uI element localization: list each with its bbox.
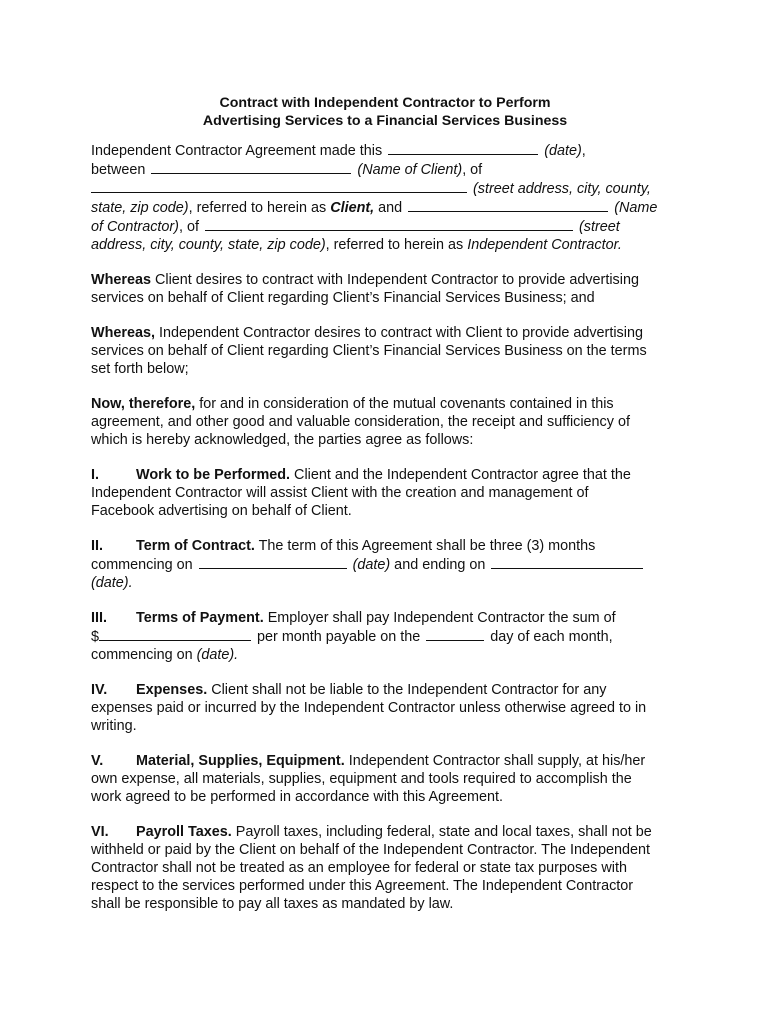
section-term-of-contract [91, 537, 691, 592]
pay-day-blank[interactable] [426, 627, 484, 641]
section-number: IV. [91, 682, 108, 698]
start-date-hint: (date) [352, 557, 391, 573]
whereas-paragraph-1 [91, 271, 691, 307]
section-6-line-2: withheld or paid by the Client on behalf of the Independent Contractor. The Independent [91, 842, 650, 858]
section-heading: Work to be Performed. [136, 467, 291, 483]
contractor-address-hint-cont: address, city, county, state, zip code) [91, 237, 326, 253]
section-4-line-3: writing. [91, 718, 137, 734]
client-address-blank[interactable] [91, 179, 467, 193]
of-text-2: , of [178, 219, 199, 235]
whereas-paragraph-2 [91, 324, 691, 378]
document-title [0, 94, 770, 130]
section-payroll-taxes [91, 823, 691, 913]
section-6-line-3: Contractor shall not be treated as an employee for federal or state tax purposes with [91, 860, 627, 876]
section-material-supplies-equipment [91, 752, 691, 806]
dollar-sign: $ [91, 629, 100, 645]
section-2-line-1: The term of this Agreement shall be three (3) months [254, 538, 596, 554]
section-number: VI. [91, 824, 109, 840]
section-terms-of-payment [91, 609, 691, 664]
section-6-line-5: shall be responsible to pay all taxes as mandated by law. [91, 896, 454, 912]
referred-text: , referred to herein as [188, 200, 327, 216]
now-line-2: agreement, and other good and valuable consideration, the receipt and sufficiency of [91, 414, 630, 430]
contractor-term: Independent Contractor. [467, 237, 622, 253]
section-6-line-4: respect to the services performed under this Agreement. The Independent Contractor [91, 878, 634, 894]
client-term: Client, [330, 200, 375, 216]
contractor-address-blank[interactable] [205, 217, 573, 231]
section-5-line-3: work agreed to be performed in accordance with this Agreement. [91, 789, 503, 805]
payment-date-hint: (date). [196, 647, 239, 663]
now-line-1: for and in consideration of the mutual covenants contained in this [195, 396, 614, 412]
commencing-text: commencing on [91, 557, 193, 573]
whereas-1-line-1: Client desires to contract with Independent Contractor to provide advertising [151, 272, 639, 288]
section-heading: Terms of Payment. [136, 610, 264, 626]
comma: , [581, 143, 586, 159]
of-text: , of [462, 162, 483, 178]
section-number: II. [91, 538, 103, 554]
intro-paragraph [91, 141, 691, 254]
document-body [91, 141, 691, 930]
section-5-line-2: own expense, all materials, supplies, equipment and tools required to accomplish the [91, 771, 632, 787]
title-line-1: Contract with Independent Contractor to Perform [219, 95, 551, 111]
section-work-to-be-performed [91, 466, 691, 520]
whereas-2-line-2: services on behalf of Client regarding Client’s Financial Services Business on the terms [91, 343, 647, 359]
section-4-line-1: Client shall not be liable to the Independent Contractor for any [207, 682, 607, 698]
client-address-hint: (street address, city, county, [473, 181, 651, 197]
section-6-line-1: Payroll taxes, including federal, state and local taxes, shall not be [231, 824, 652, 840]
section-number: I. [91, 467, 99, 483]
date-hint: (date) [544, 143, 582, 159]
ending-text: and ending on [390, 557, 486, 573]
contractor-name-blank[interactable] [408, 198, 608, 212]
start-date-blank[interactable] [199, 555, 347, 569]
now-therefore-lead: Now, therefore, [91, 396, 196, 412]
section-heading: Payroll Taxes. [136, 824, 232, 840]
whereas-1-line-2: services on behalf of Client regarding Client’s Financial Services Business; and [91, 290, 595, 306]
contractor-name-hint-cont: of Contractor) [91, 219, 179, 235]
whereas-2-line-1: Independent Contractor desires to contract with Client to provide advertising [155, 325, 643, 341]
section-number: III. [91, 610, 107, 626]
commencing-text: commencing on [91, 647, 193, 663]
section-heading: Expenses. [136, 682, 208, 698]
contractor-name-hint: (Name [614, 200, 658, 216]
end-date-blank[interactable] [491, 555, 643, 569]
section-5-line-1: Independent Contractor shall supply, at his/her [344, 753, 646, 769]
title-line-2: Advertising Services to a Financial Services Business [202, 113, 568, 129]
section-number: V. [91, 753, 104, 769]
section-3-line-1: Employer shall pay Independent Contractor the sum of [263, 610, 616, 626]
referred-text-2: , referred to herein as [325, 237, 464, 253]
between-text: between [91, 162, 146, 178]
section-4-line-2: expenses paid or incurred by the Independent Contractor unless otherwise agreed to in [91, 700, 647, 716]
section-1-line-1: Client and the Independent Contractor agree that the [290, 467, 631, 483]
section-heading: Term of Contract. [136, 538, 255, 554]
section-1-line-2: Independent Contractor will assist Client with the creation and management of [91, 485, 589, 501]
section-1-line-3: Facebook advertising on behalf of Client. [91, 503, 352, 519]
client-name-hint: (Name of Client) [357, 162, 463, 178]
now-line-3: which is hereby acknowledged, the parties agree as follows: [91, 432, 474, 448]
whereas-lead-1: Whereas [91, 272, 151, 288]
whereas-2-line-3: set forth below; [91, 361, 189, 377]
client-address-hint-cont: state, zip code) [91, 200, 189, 216]
now-therefore-paragraph [91, 395, 691, 449]
section-expenses [91, 681, 691, 735]
and-text: and [378, 200, 403, 216]
day-of-month-text: day of each month, [490, 629, 613, 645]
date-blank[interactable] [388, 141, 538, 155]
intro-text: Independent Contractor Agreement made this [91, 143, 383, 159]
whereas-lead-2: Whereas, [91, 325, 155, 341]
end-date-hint: (date). [91, 575, 133, 591]
section-heading: Material, Supplies, Equipment. [136, 753, 345, 769]
contractor-address-hint: (street [578, 219, 620, 235]
client-name-blank[interactable] [151, 160, 351, 174]
per-month-text: per month payable on the [257, 629, 421, 645]
amount-blank[interactable] [99, 627, 251, 641]
